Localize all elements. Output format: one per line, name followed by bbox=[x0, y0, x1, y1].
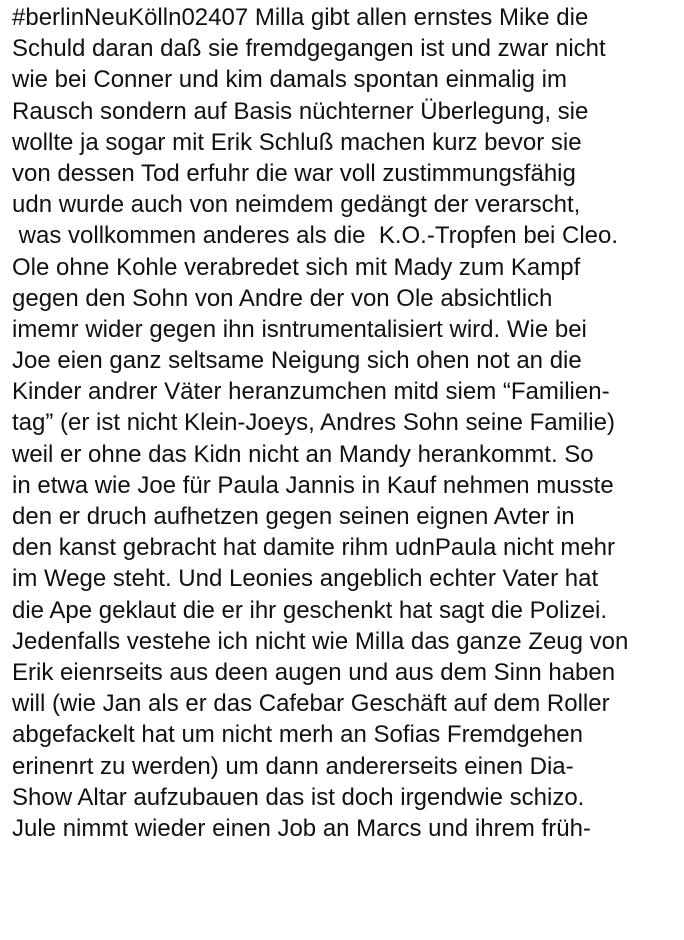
text-line: was vollkommen anderes als die K.O.-Tropfen bei Cleo. bbox=[12, 222, 619, 250]
text-line: will (wie Jan als er das Cafebar Geschäft auf dem Roller bbox=[12, 690, 610, 718]
text-line: von dessen Tod erfuhr die war voll zustimmungsfähig bbox=[12, 159, 576, 187]
text-line: wie bei Conner und kim damals spontan einmalig im bbox=[12, 66, 567, 94]
text-line: abgefackelt hat um nicht merh an Sofias Fremdgehen bbox=[12, 721, 583, 749]
text-line: weil er ohne das Kidn nicht an Mandy herankommt. So bbox=[12, 440, 594, 468]
text-line: Ole ohne Kohle verabredet sich mit Mady zum Kampf bbox=[12, 253, 581, 281]
text-line: im Wege steht. Und Leonies angeblich echter Vater hat bbox=[12, 565, 599, 593]
text-line: Erik eienrseits aus deen augen und aus dem Sinn haben bbox=[12, 658, 616, 686]
text-line: #berlinNeuKölln02407 Milla gibt allen ernstes Mike die bbox=[12, 4, 589, 31]
text-line: Jule nimmt wieder einen Job an Marcs und ihrem früh- bbox=[12, 814, 591, 842]
text-line: Show Altar aufzubauen das ist doch irgendwie schizo. bbox=[12, 783, 585, 811]
text-line: wollte ja sogar mit Erik Schluß machen kurz bevor sie bbox=[12, 128, 582, 156]
text-line: Rausch sondern auf Basis nüchterner Überlegung, sie bbox=[12, 97, 589, 125]
text-line: erinenrt zu werden) um dann andererseits einen Dia- bbox=[12, 752, 574, 780]
text-line: den er druch aufhetzen gegen seinen eignen Avter in bbox=[12, 503, 575, 530]
text-line: Jedenfalls vestehe ich nicht wie Milla das ganze Zeug von bbox=[12, 627, 629, 655]
text-line: udn wurde auch von neimdem gedängt der verarscht, bbox=[12, 191, 581, 219]
text-line: Schuld daran daß sie fremdgegangen ist und zwar nicht bbox=[12, 35, 606, 63]
text-line: den kanst gebracht hat damite rihm udnPaula nicht mehr bbox=[12, 534, 616, 562]
text-line: in etwa wie Joe für Paula Jannis in Kauf nehmen musste bbox=[12, 471, 614, 499]
text-line: Joe eien ganz seltsame Neigung sich ohen not an die bbox=[12, 347, 582, 375]
text-line: die Ape geklaut die er ihr geschenkt hat sagt die Polizei. bbox=[12, 596, 608, 624]
body-text bbox=[12, 2, 680, 844]
text-line: Kinder andrer Väter heranzumchen mitd siem “Familien- bbox=[12, 378, 610, 406]
text-line: imemr wider gegen ihn isntrumentalisiert wird. Wie bei bbox=[12, 315, 587, 343]
text-line: gegen den Sohn von Andre der von Ole absichtlich bbox=[12, 284, 553, 312]
text-line: tag” (er ist nicht Klein-Joeys, Andres Sohn seine Familie) bbox=[12, 409, 615, 437]
